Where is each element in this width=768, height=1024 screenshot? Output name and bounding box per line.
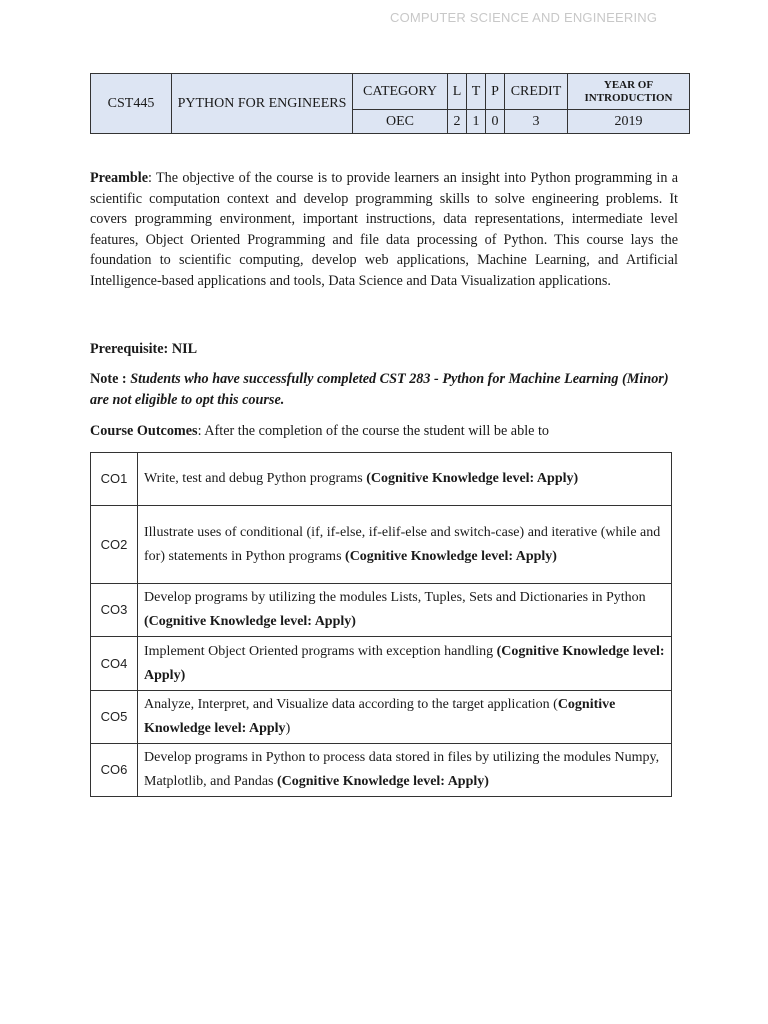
- category-value: OEC: [353, 110, 448, 134]
- credit-label: CREDIT: [505, 74, 568, 110]
- co-level: Cognitive Knowledge level: Apply: [144, 697, 616, 736]
- co-description: [138, 744, 672, 797]
- p-label: P: [486, 74, 505, 110]
- co-code: CO1: [91, 453, 138, 506]
- t-label: T: [467, 74, 486, 110]
- p-value: 0: [486, 110, 505, 134]
- co-description: [138, 584, 672, 637]
- course-code: CST445: [91, 74, 172, 134]
- l-value: 2: [448, 110, 467, 134]
- note-text: Students who have successfully completed CST 283 - Python for Machine Learning (Minor) are not eligible to opt this course.: [90, 371, 669, 408]
- t-value: 1: [467, 110, 486, 134]
- year-label: YEAR OF INTRODUCTION: [568, 74, 690, 110]
- co-description: [138, 506, 672, 584]
- co-text: Implement Object Oriented programs with exception handling: [144, 643, 497, 659]
- co-level: (Cognitive Knowledge level: Apply): [277, 774, 489, 789]
- co-level: (Cognitive Knowledge level: Apply): [144, 614, 356, 629]
- co-level: (Cognitive Knowledge level: Apply): [366, 471, 579, 486]
- co-level: (Cognitive Knowledge level: Apply): [345, 548, 557, 564]
- l-label: L: [448, 74, 467, 110]
- department-header: COMPUTER SCIENCE AND ENGINEERING: [390, 10, 658, 25]
- co-code: CO2: [91, 506, 138, 584]
- category-label: CATEGORY: [353, 74, 448, 110]
- table-row: [91, 744, 672, 797]
- co-code: CO5: [91, 691, 138, 744]
- course-name: PYTHON FOR ENGINEERS: [172, 74, 353, 134]
- co-code: CO4: [91, 637, 138, 691]
- course-info-table: [90, 73, 690, 134]
- course-outcomes-intro-text: : After the completion of the course the student will be able to: [197, 423, 550, 439]
- preamble-paragraph: [90, 168, 678, 292]
- note-paragraph: [90, 369, 678, 411]
- co-text: Develop programs by utilizing the modules Lists, Tuples, Sets and Dictionaries in Python: [144, 590, 646, 605]
- co-description: [138, 691, 672, 744]
- table-row: [91, 584, 672, 637]
- table-row: [91, 453, 672, 506]
- co-tail: ): [285, 721, 291, 736]
- preamble-label: Preamble: [90, 170, 149, 186]
- co-code: CO6: [91, 744, 138, 797]
- co-code: CO3: [91, 584, 138, 637]
- co-text: Develop programs in Python to process data stored in files by utilizing the modules Numpy, Matplotlib, and Pandas: [144, 750, 660, 789]
- co-text: Write, test and debug Python programs: [144, 471, 367, 486]
- co-description: [138, 637, 672, 691]
- preamble-text: : The objective of the course is to provide learners an insight into Python programming in a scientific computation context and develop programming skills to solve engineering problems. It covers programming environment, important instructions, data representations, intermediate level features, Object Oriented Programming and file data processing of Python. This course lays the foundation to scientific computing, develop web applications, Machine Learning, and Artificial Intelligence-based applications and tools, Data Science and Data Visualization applications.: [90, 170, 678, 289]
- table-row: [91, 637, 672, 691]
- co-text: Analyze, Interpret, and Visualize data according to the target application (: [144, 697, 558, 712]
- course-outcomes-table: [90, 452, 672, 797]
- table-row: [91, 691, 672, 744]
- year-value: 2019: [568, 110, 690, 134]
- table-row: [91, 506, 672, 584]
- course-outcomes-intro: [90, 421, 678, 442]
- co-level: (Cognitive Knowledge level: Apply): [144, 643, 665, 683]
- credit-value: 3: [505, 110, 568, 134]
- prerequisite: Prerequisite: NIL: [90, 341, 198, 357]
- note-label: Note :: [90, 371, 127, 387]
- co-description: [138, 453, 672, 506]
- co-text: Illustrate uses of conditional (if, if-else, if-elif-else and switch-case) and iterative (while and for) statements in Python programs: [144, 524, 661, 564]
- course-outcomes-label: Course Outcomes: [90, 423, 198, 439]
